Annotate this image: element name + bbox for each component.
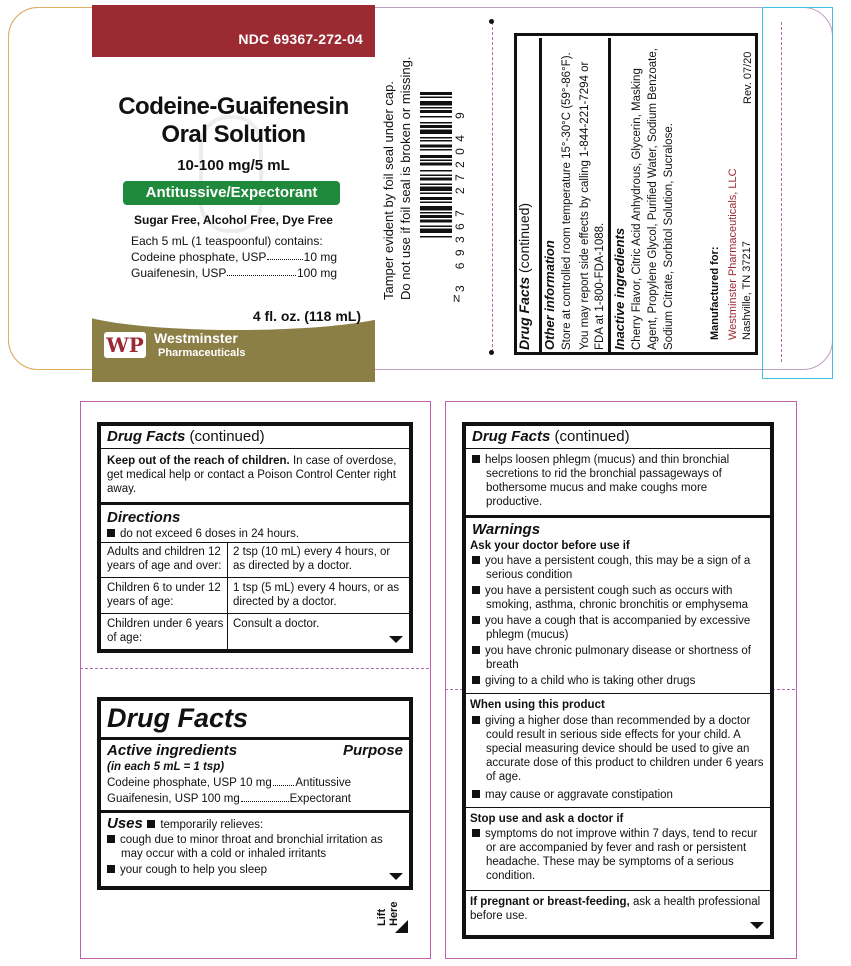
barcode-digits: 3 69367 27204 9 [453, 105, 467, 292]
barcode-bar [420, 229, 452, 234]
barcode-bar [420, 215, 452, 218]
barcode-bar [420, 163, 452, 166]
mfg-name: Westminster Pharmaceuticals, LLC [727, 168, 739, 340]
free-claims: Sugar Free, Alcohol Free, Dye Free [134, 213, 333, 227]
uses-heading: Uses temporarily relieves: [107, 815, 264, 832]
barcode-bar [420, 137, 452, 139]
left-cont-header: Drug Facts (continued) [107, 428, 265, 445]
barcode-bar [420, 130, 452, 135]
side-inactive-3: Sodium Citrate, Sorbitol Solution, Sucralose. [663, 123, 675, 350]
logo-name: Westminster [154, 330, 238, 346]
barcode-bar [420, 155, 452, 158]
ingredient-2 [131, 266, 337, 280]
barcode-bar [420, 92, 452, 95]
product-banner: Antitussive/Expectorant [123, 181, 340, 205]
registration-dot-bottom [489, 350, 494, 355]
uses-3: helps loosen phlegm (mucus) and thin bronchial secretions to rid the bronchial passageways of bothersome mucus and make coughs more productive. [472, 453, 760, 509]
side-other-title: Other information [542, 240, 557, 350]
lift-corner-icon [395, 920, 408, 933]
logo-mark: WP [104, 332, 146, 358]
barcode-bar [420, 145, 452, 148]
barcode-bar [420, 178, 452, 181]
barcode-bar [420, 197, 452, 200]
side-inactive-2: Agent, Propylene Glycol, Purified Water, Sodium Benzoate, [647, 48, 659, 350]
uses-2: your cough to help you sleep [107, 863, 397, 877]
revision: Rev. 07/20 [742, 51, 754, 104]
when-2: may cause or aggravate constipation [472, 788, 764, 802]
tamper-line-1: Tamper evident by foil seal under cap. [381, 81, 396, 300]
barcode-bar [420, 110, 452, 113]
ask-title: Ask your doctor before use if [470, 540, 630, 552]
directions-note: do not exceed 6 doses in 24 hours. [107, 527, 299, 541]
barcode [420, 92, 452, 284]
dir-row-1-who: Adults and children 12 years of age and over: [107, 546, 222, 572]
side-header: Drug Facts (continued) [516, 202, 532, 350]
product-strength: 10-100 mg/5 mL [177, 157, 290, 174]
barcode-bar [420, 212, 452, 214]
barcode-bar [420, 226, 452, 228]
side-other-2: You may report side effects by calling 1-844-221-7294 or [579, 61, 591, 350]
side-other-3: FDA at 1-800-FDA-1088. [594, 222, 606, 350]
dir-row-3-who: Children under 6 years of age: [107, 618, 224, 644]
continue-arrow-icon [389, 636, 403, 643]
barcode-bar [420, 220, 452, 223]
keep-out-text: Keep out of the reach of children. In case of overdose, get medical help or contact a Poison Control Center right away. [107, 455, 397, 495]
fold-line-right [781, 22, 782, 362]
ask-2: you have a persistent cough such as occurs with smoking, asthma, chronic bronchitis or emphysema [472, 584, 764, 612]
each-contains: Each 5 mL (1 teaspoonful) contains: [131, 234, 323, 248]
side-other-1: Store at controlled room temperature 15°-30°C (59°-86°F). [561, 52, 573, 350]
fold-line-left [492, 22, 493, 352]
ingredient-1-name: Codeine phosphate, USP [131, 250, 267, 264]
barcode-bar [420, 97, 452, 99]
barcode-bar [420, 175, 452, 177]
active-1: Codeine phosphate, USP 10 mg Antitussive [107, 777, 351, 789]
cut-line-left [80, 668, 429, 669]
dir-row-3-dose: Consult a doctor. [233, 618, 320, 630]
uses-1: cough due to minor throat and bronchial irritation as may occur with a cold or inhaled irritants [107, 833, 397, 861]
label-outline-right [762, 7, 833, 379]
purpose-title: Purpose [342, 742, 403, 759]
ingredient-1-amount: 10 mg [303, 250, 337, 264]
ask-1: you have a persistent cough, this may be a sign of a serious condition [472, 554, 764, 582]
dir-row-2-who: Children 6 to under 12 years of age: [107, 582, 221, 608]
side-inactive-title: Inactive ingredients [612, 227, 627, 350]
warnings-box [462, 422, 774, 939]
barcode-bar [420, 125, 452, 128]
when-title: When using this product [470, 699, 605, 711]
barcode-bar [420, 140, 452, 142]
ask-3: you have a cough that is accompanied by excessive phlegm (mucus) [472, 614, 764, 642]
dir-row-1-dose: 2 tsp (10 mL) every 4 hours, or as directed by a doctor. [233, 546, 391, 572]
barcode-bar [420, 206, 452, 211]
barcode-bar [420, 193, 452, 195]
barcode-bar [420, 187, 452, 192]
drug-facts-box [97, 697, 413, 890]
front-panel [92, 5, 375, 382]
drug-facts-title: Drug Facts [107, 703, 249, 733]
continue-arrow-icon [750, 922, 764, 929]
barcode-bar [420, 107, 452, 109]
barcode-bar [420, 170, 452, 172]
barcode-bar [420, 184, 452, 186]
tamper-line-2: Do not use if foil seal is broken or missing. [398, 56, 413, 300]
side-drug-facts-box [514, 33, 758, 355]
barcode-bar [420, 236, 452, 238]
barcode-bar [420, 116, 452, 118]
product-title-line2: Oral Solution [161, 121, 306, 148]
mfg-label: Manufactured for: [709, 246, 721, 340]
when-1: giving a higher dose than recommended by a doctor could result in serious side effects for your child. A special measuring device should be used to give an accurate dose of this product to children under 6 years of age. [472, 714, 764, 784]
ask-4: you have chronic pulmonary disease or shortness of breath [472, 644, 764, 672]
stop-1: symptoms do not improve within 7 days, tend to recur or are accompanied by fever and rash or persistent headache. These may be symptoms of a serious condition. [472, 827, 764, 883]
product-title-line1: Codeine-Guaifenesin [118, 93, 349, 120]
ndc-number: NDC 69367-272-04 [238, 31, 363, 47]
logo-subname: Pharmaceuticals [158, 347, 246, 359]
ingredient-1 [131, 250, 337, 264]
barcode-n: N [453, 294, 461, 305]
dir-row-2-dose: 1 tsp (5 mL) every 4 hours, or as directed by a doctor. [233, 582, 400, 608]
volume: 4 fl. oz. (118 mL) [252, 308, 361, 324]
barcode-bar [420, 101, 452, 106]
ask-5: giving to a child who is taking other drugs [472, 674, 764, 688]
mfg-city: Nashville, TN 37217 [741, 241, 753, 340]
right-cont-header: Drug Facts (continued) [472, 428, 630, 445]
active-2: Guaifenesin, USP 100 mg Expectorant [107, 793, 351, 805]
active-title: Active ingredients [107, 742, 238, 759]
continue-arrow-icon [389, 873, 403, 880]
barcode-bar [420, 149, 452, 151]
side-inactive-1: Cherry Flavor, Citric Acid Anhydrous, Glycerin, Masking [631, 68, 643, 350]
registration-dot-top [489, 19, 494, 24]
warnings-title: Warnings [472, 521, 541, 538]
stop-title: Stop use and ask a doctor if [470, 813, 624, 825]
barcode-bar [420, 160, 452, 162]
ingredient-2-amount: 100 mg [296, 266, 337, 280]
active-sub: (in each 5 mL = 1 tsp) [107, 761, 225, 773]
barcode-bar [420, 202, 452, 204]
ingredient-2-name: Guaifenesin, USP [131, 266, 227, 280]
directions-title: Directions [107, 509, 181, 526]
barcode-bar [420, 122, 452, 124]
directions-box [97, 422, 413, 653]
pregnant-text: If pregnant or breast-feeding, ask a health professional before use. [470, 896, 761, 922]
lift-here: Lift Here [376, 901, 400, 926]
